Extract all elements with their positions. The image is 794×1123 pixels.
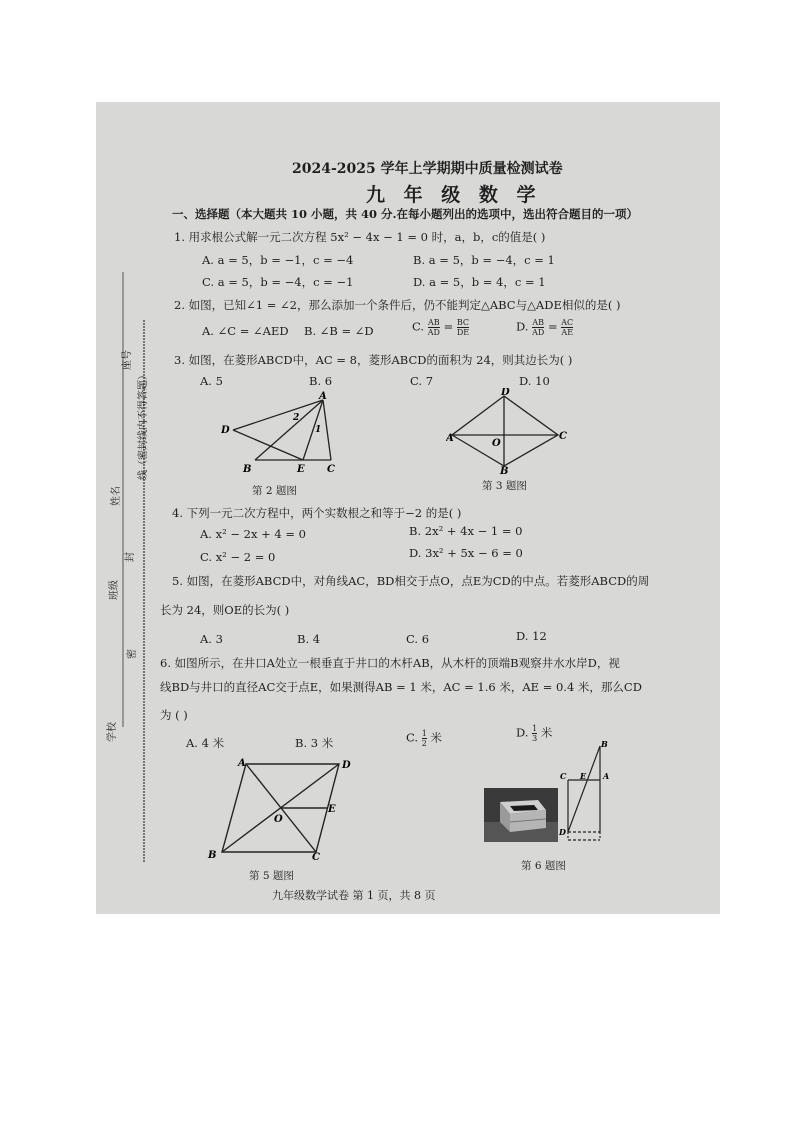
q6-option-d [516,724,552,743]
exam-title: 2024-2025 学年上学期期中质量检测试卷 [292,161,563,177]
q2-d-fraction-2: $\frac{AC}{AE}$ [561,318,574,337]
sidebar-class-label: 班级 [109,580,120,600]
fig3-label-c: C [559,431,567,442]
q1-option-c: C. a = 5，b = −4，c = −1 [202,275,354,289]
sidebar-mi-label: 密 [127,649,138,659]
figure-2 [221,390,351,480]
fig6-label-e: E [580,771,587,781]
q2-c-equals: = [443,319,454,334]
fig5-label-c: C [312,852,320,862]
q2-d-equals: = [547,319,558,334]
fig5-label-e: E [328,804,336,815]
fig3-label-a: A [446,433,454,444]
binding-lines [96,102,166,914]
fig5-label-b: B [208,850,217,861]
figure-5 [204,758,356,862]
exam-subject: 九 年 级 数 学 [366,184,542,206]
question-6-stem-line1: 6. 如图所示，在井口A处立一根垂直于井口的木杆AB，从木杆的顶端B观察井水水岸D，视 [160,656,620,670]
question-1-stem: 1. 用求根公式解一元二次方程 5x² − 4x − 1 = 0 时，a，b，c的值是( ) [174,230,546,244]
sidebar-school-label: 学校 [107,722,118,742]
page-footer: 九年级数学试卷 第 1 页，共 8 页 [272,889,436,902]
q2-d-fraction-1: $\frac{AB}{AD}$ [532,318,545,337]
q3-option-b: B. 6 [309,374,333,388]
figure-6 [558,738,620,848]
fig3-label-b: B [500,466,509,474]
q6-c-prefix: C. [406,730,419,745]
q2-c-fraction-1: $\frac{AB}{AD}$ [427,318,440,337]
sidebar-feng-label: 封 [125,552,136,562]
fig2-label-c: C [327,464,335,475]
fig2-label-b: B [243,464,252,475]
sidebar-name-label: 姓名 [111,486,122,506]
q6-d-prefix: D. [516,725,529,740]
q1-option-b: B. a = 5，b = −4，c = 1 [413,253,555,267]
figure-6-caption: 第 6 题图 [521,860,566,872]
q2-option-b: B. ∠B = ∠D [304,324,374,338]
sidebar-notice-label: 线（密封线内不得答题） [138,370,149,480]
q4-option-b: B. 2x² + 4x − 1 = 0 [409,524,523,538]
fig6-label-c: C [560,771,567,781]
q6-option-a: A. 4 米 [186,736,225,750]
q3-option-a: A. 5 [200,374,223,388]
q5-option-d: D. 12 [516,629,547,643]
q3-option-c: C. 7 [410,374,434,388]
q6-c-unit: 米 [430,730,442,745]
figure-2-caption: 第 2 题图 [252,485,297,497]
q1-option-d: D. a = 5，b = 4，c = 1 [413,275,546,289]
section-heading: 一、选择题（本大题共 10 小题，共 40 分.在每小题列出的选项中，选出符合题目的一项） [172,207,639,221]
fig6-label-a: A [603,771,610,781]
fig3-label-d: D [501,388,510,398]
fig2-angle-2: 2 [293,413,300,423]
fig2-label-d: D [221,425,230,436]
q2-c-fraction-2: $\frac{BC}{DE}$ [456,318,470,337]
figure-3-caption: 第 3 题图 [482,480,527,492]
fig6-label-d: D [559,827,566,837]
q2-d-prefix: D. [516,319,529,334]
well-photo [484,788,558,842]
q6-option-c [406,729,442,748]
question-6-stem-line2: 线BD与井口的直径AC交于点E，如果测得AB = 1 米，AC = 1.6 米，AE = 0.4 米，那么CD [160,680,642,694]
q2-option-d [516,318,573,337]
q1-option-a: A. a = 5，b = −1，c = −4 [202,253,354,267]
fig6-label-b: B [601,739,608,749]
q4-option-c: C. x² − 2 = 0 [200,550,276,564]
q6-c-fraction: $\frac{1}{2}$ [421,729,427,748]
fig2-label-a: A [319,391,327,402]
question-4-stem: 4. 下列一元二次方程中，两个实数根之和等于−2 的是( ) [172,506,462,520]
fig5-label-a: A [238,758,246,769]
figure-5-caption: 第 5 题图 [249,870,294,882]
question-5-stem-line1: 5. 如图，在菱形ABCD中，对角线AC，BD相交于点O，点E为CD的中点。若菱形ABCD的周 [172,574,650,588]
fig5-label-d: D [342,760,351,771]
figure-3 [446,388,572,474]
q5-option-a: A. 3 [200,632,223,646]
question-2-stem: 2. 如图，已知∠1 = ∠2，那么添加一个条件后，仍不能判定△ABC与△ADE相似的是( ) [174,298,621,312]
q3-option-d: D. 10 [519,374,550,388]
q5-option-b: B. 4 [297,632,321,646]
sidebar-seat-label: 座号 [122,350,133,370]
fig5-label-o: O [274,814,283,825]
fig2-label-e: E [297,464,305,475]
q6-option-b: B. 3 米 [295,736,334,750]
question-3-stem: 3. 如图，在菱形ABCD中，AC = 8，菱形ABCD的面积为 24，则其边长为( ) [174,353,573,367]
q2-option-a: A. ∠C = ∠AED [202,324,289,338]
fig3-label-o: O [492,438,501,449]
q4-option-a: A. x² − 2x + 4 = 0 [200,527,306,541]
fig2-angle-1: 1 [315,425,322,435]
question-5-stem-line2: 长为 24，则OE的长为( ) [160,603,290,617]
question-6-stem-line3: 为 ( ) [160,708,188,722]
exam-page [96,102,720,914]
q4-option-d: D. 3x² + 5x − 6 = 0 [409,546,523,560]
q6-d-unit: 米 [540,725,553,740]
q5-option-c: C. 6 [406,632,430,646]
q2-c-prefix: C. [412,319,425,334]
q6-d-fraction: $\frac{1}{3}$ [532,724,538,743]
q2-option-c [412,318,469,337]
